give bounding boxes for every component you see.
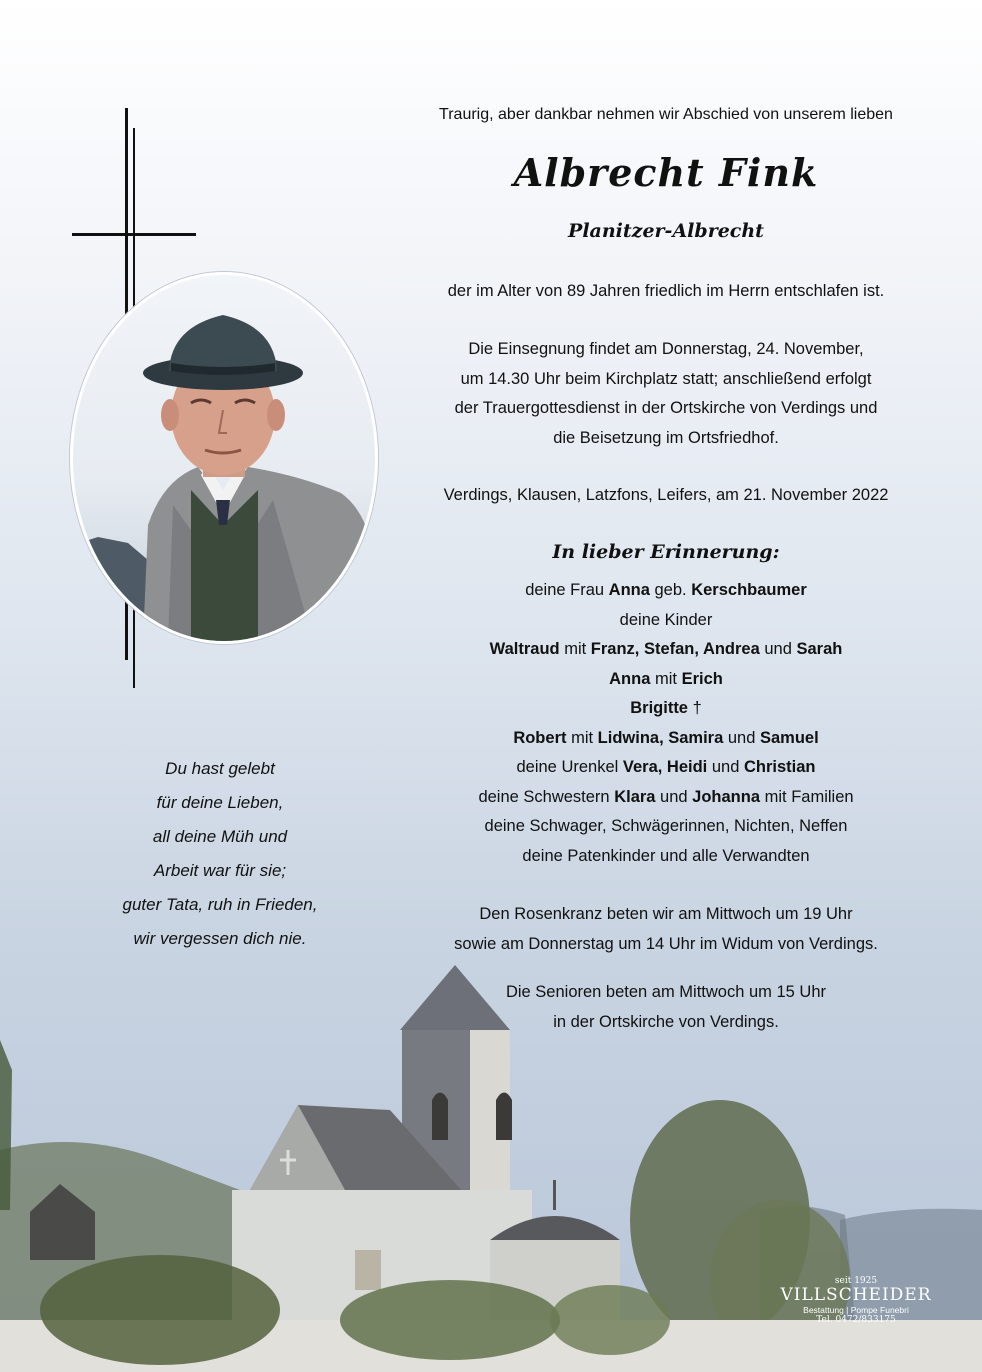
seniors-line: Die Senioren beten am Mittwoch um 15 Uhr	[505, 983, 827, 1001]
family-line-segment: deine Kinder	[619, 610, 713, 629]
family-list	[400, 576, 932, 871]
family-line-segment: und	[759, 640, 797, 658]
family-line-segment: Lidwina, Samira	[597, 728, 724, 747]
family-line-segment: deine Frau	[525, 581, 609, 599]
family-line-segment: Brigitte	[630, 699, 688, 717]
family-line-segment: und	[707, 758, 744, 776]
family-line-segment: Anna	[608, 581, 650, 599]
family-line-segment: Erich	[681, 669, 723, 688]
family-line-segment: Kerschbaumer	[691, 581, 807, 599]
family-line-segment: deine Patenkinder und alle Verwandten	[522, 846, 810, 865]
family-line-segment: und	[723, 728, 760, 747]
family-line	[400, 842, 932, 872]
family-line-segment: Sarah	[796, 640, 843, 658]
family-line-segment: Samuel	[759, 728, 819, 747]
poem	[100, 752, 340, 956]
family-line-segment: geb.	[649, 581, 692, 599]
poem-line: guter Tata, ruh in Frieden,	[122, 895, 318, 914]
ceremony-line: der Trauergottesdienst in der Ortskirche von Verdings und	[454, 399, 878, 417]
family-line	[400, 753, 932, 783]
rosary-paragraph	[400, 900, 932, 959]
family-line	[400, 665, 932, 695]
family-line-segment: deine Urenkel	[516, 758, 623, 776]
family-line	[400, 635, 932, 665]
seniors-line: in der Ortskirche von Verdings.	[553, 1012, 779, 1031]
family-line	[400, 812, 932, 842]
funeral-home-logo	[780, 1276, 932, 1325]
ceremony-line: Die Einsegnung findet am Donnerstag, 24. November,	[468, 340, 864, 358]
poem-line: Du hast gelebt	[165, 759, 275, 778]
deceased-nickname: Planitzer-Albrecht	[568, 220, 764, 242]
family-line-segment: Robert	[513, 728, 567, 747]
family-line-segment: Waltraud	[489, 640, 560, 658]
family-line-segment: mit	[559, 640, 591, 658]
family-line-segment: †	[687, 699, 702, 717]
family-line	[400, 783, 932, 813]
family-line-segment: mit Familien	[760, 787, 854, 806]
deceased-name: Albrecht Fink	[513, 150, 819, 195]
cross-icon-bar	[72, 233, 196, 236]
remembrance-title: In lieber Erinnerung:	[552, 541, 780, 563]
portrait-illustration	[73, 275, 375, 641]
family-line	[400, 576, 932, 606]
logo-phone: Tel. 0472/833175	[816, 1315, 896, 1325]
family-line-segment: und	[655, 787, 693, 806]
age-line: der im Alter von 89 Jahren friedlich im Herrn entschlafen ist.	[447, 282, 885, 300]
family-line-segment: Franz, Stefan, Andrea	[590, 640, 760, 658]
family-line	[400, 606, 932, 636]
logo-name: VILLSCHEIDER	[780, 1285, 932, 1305]
family-line-segment: Vera, Heidi	[622, 758, 708, 776]
intro-text: Traurig, aber dankbar nehmen wir Abschied von unserem lieben	[439, 106, 893, 123]
family-line-segment: mit	[650, 669, 682, 688]
family-line-segment: deine Schwager, Schwägerinnen, Nichten, Neffen	[484, 817, 848, 835]
rosary-line: Den Rosenkranz beten wir am Mittwoch um 19 Uhr	[479, 905, 853, 923]
ceremony-line: um 14.30 Uhr beim Kirchplatz statt; anschließend erfolgt	[460, 369, 872, 388]
ceremony-line: die Beisetzung im Ortsfriedhof.	[553, 428, 779, 447]
family-line	[400, 694, 932, 724]
ceremony-paragraph	[400, 335, 932, 453]
family-line-segment: deine Schwestern	[478, 787, 615, 806]
poem-line: all deine Müh und	[152, 827, 288, 846]
poem-line: für deine Lieben,	[156, 793, 284, 812]
family-line-segment: Klara	[614, 787, 656, 806]
family-line-segment: Johanna	[692, 787, 761, 806]
logo-subtitle: Bestattung | Pompe Funebri	[803, 1305, 909, 1315]
family-line-segment: Christian	[743, 758, 816, 776]
family-line	[400, 724, 932, 754]
portrait-photo	[70, 272, 378, 644]
family-line-segment: mit	[566, 728, 598, 747]
family-line-segment: Anna	[609, 669, 651, 688]
place-date: Verdings, Klausen, Latzfons, Leifers, am 21. November 2022	[443, 486, 889, 504]
poem-line: Arbeit war für sie;	[153, 861, 287, 880]
poem-line: wir vergessen dich nie.	[133, 929, 307, 948]
logo-since: seit 1925	[834, 1276, 878, 1286]
rosary-line: sowie am Donnerstag um 14 Uhr im Widum von Verdings.	[454, 934, 878, 953]
